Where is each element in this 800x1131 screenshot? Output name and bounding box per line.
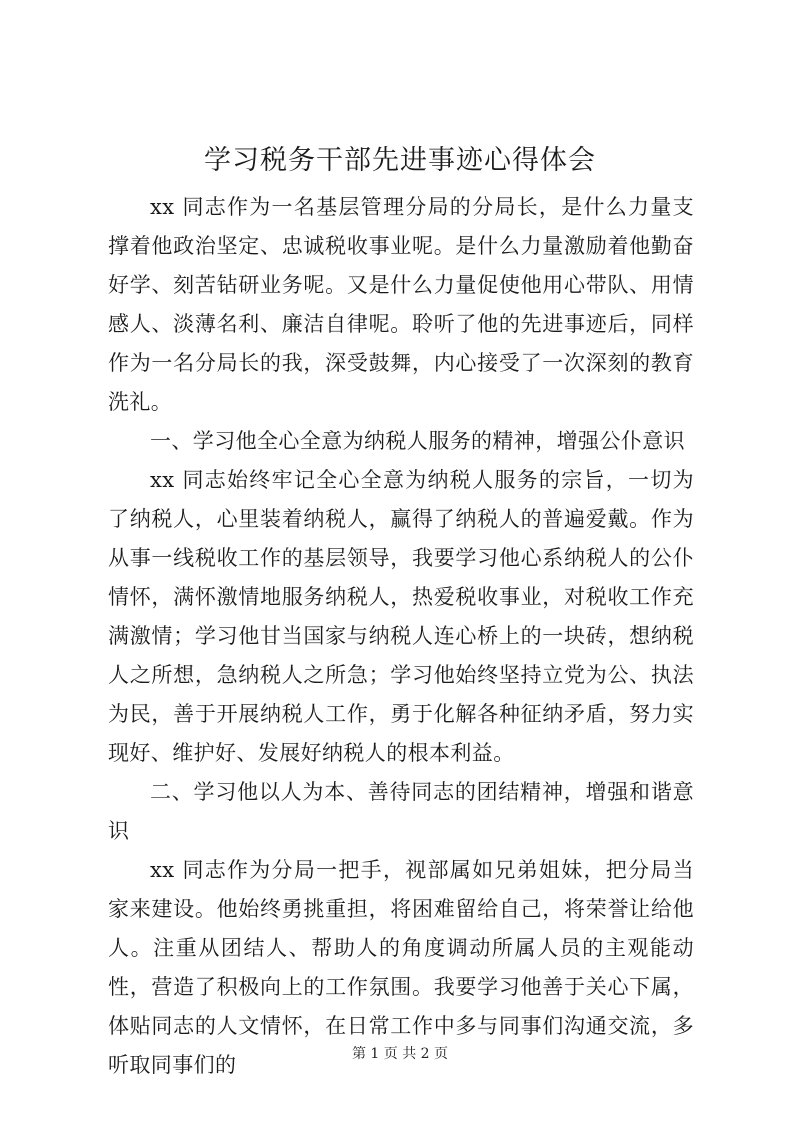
document-body [108, 188, 694, 1085]
page-number-footer: 第 1 页 共 2 页 [351, 1046, 449, 1062]
section-2-paragraph: xx 同志作为分局一把手，视部属如兄弟姐妹，把分局当家来建设。他始终勇挑重担，将困难留给自己，将荣誉让给他人。注重从团结人、帮助人的角度调动所属人员的主观能动性，营造了积极向上的工作氛围。我要学习他善于关心下属，体贴同志的人文情怀，在日常工作中多与同事们沟通交流，多听取同事们的 [108, 858, 694, 1077]
section-heading-2: 二、学习他以人为本、善待同志的团结精神，增强和谐意识 [108, 780, 694, 843]
section-1-paragraph: xx 同志始终牢记全心全意为纳税人服务的宗旨，一切为了纳税人，心里装着纳税人，赢得了纳税人的普遍爱戴。作为从事一线税收工作的基层领导，我要学习他心系纳税人的公仆情怀，满怀激情地服务纳税人，热爱税收事业，对税收工作充满激情；学习他甘当国家与纳税人连心桥上的一块砖，想纳税人之所想，急纳税人之所急；学习他始终坚持立党为公、执法为民，善于开展纳税人工作，勇于化解各种征纳矛盾，努力实现好、维护好、发展好纳税人的根本利益。 [108, 468, 694, 765]
section-heading-1: 一、学习他全心全意为纳税人服务的精神，增强公仆意识 [150, 429, 685, 453]
intro-paragraph: xx 同志作为一名基层管理分局的分局长，是什么力量支撑着他政治坚定、忠诚税收事业呢。是什么力量激励着他勤奋好学、刻苦钻研业务呢。又是什么力量促使他用心带队、用情感人、淡薄名利、廉洁自律呢。聆听了他的先进事迹后，同样作为一名分局长的我，深受鼓舞，内心接受了一次深刻的教育洗礼。 [108, 195, 694, 414]
document-title: 学习税务干部先进事迹心得体会 [204, 145, 596, 176]
